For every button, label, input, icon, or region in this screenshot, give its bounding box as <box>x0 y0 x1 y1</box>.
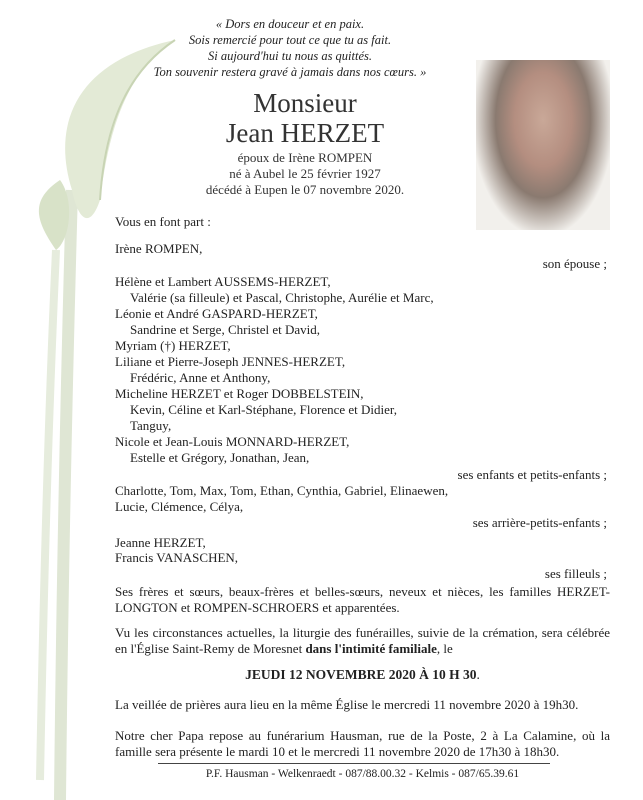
intro: Vous en font part : <box>115 214 211 229</box>
spouse-name: Irène ROMPEN, <box>115 241 203 256</box>
family-line: Lucie, Clémence, Célya, <box>115 499 244 514</box>
quote-line: Sois remercié pour tout ce que tu as fait. <box>188 33 392 47</box>
family-line: Valérie (sa filleule) et Pascal, Christophe, Aurélie et Marc, <box>130 290 434 305</box>
liturgy-paragraph <box>115 625 610 657</box>
birth-line: né à Aubel le 25 février 1927 <box>229 166 381 181</box>
quote-line: « Dors en douceur et en paix. <box>215 17 365 31</box>
vigil-paragraph: La veillée de prières aura lieu en la même Église le mercredi 11 novembre 2020 à 19h30. <box>115 697 579 712</box>
family-line: Francis VANASCHEN, <box>115 550 239 565</box>
family-line: Jeanne HERZET, <box>115 535 206 550</box>
liturgy-text: Vu les circonstances actuelles, la liturgie des funérailles, suivie de la crémation, sera célébrée en l'Église Saint-Remy de Moresnet <box>115 625 610 656</box>
quote-line: Si aujourd'hui tu nous as quittés. <box>207 49 373 63</box>
honorific: Monsieur <box>253 88 357 118</box>
family-line: Liliane et Pierre-Joseph JENNES-HERZET, <box>115 354 346 369</box>
siblings-paragraph: Ses frères et sœurs, beaux-frères et belles-sœurs, neveux et nièces, les familles HERZET-LONGTON et ROMPEN-SCHROERS et apparentées. <box>115 584 610 615</box>
family-line: Kevin, Céline et Karl-Stéphane, Florence et Didier, <box>130 402 397 417</box>
rest-paragraph: Notre cher Papa repose au funérarium Hausman, rue de la Poste, 2 à La Calamine, où la famille sera présente le mardi 10 et le mercredi 11 novembre 2020 de 17h30 à 18h30. <box>115 728 610 759</box>
funeral-date: JEUDI 12 NOVEMBRE 2020 À 10 H 30 <box>245 667 477 682</box>
liturgy-text-end: , le <box>436 641 453 656</box>
spouse-role: son épouse ; <box>542 256 607 271</box>
spouse-line: époux de Irène ROMPEN <box>237 150 373 165</box>
family-line: Myriam (†) HERZET, <box>115 338 231 353</box>
footer-divider <box>158 763 550 764</box>
portrait-photo <box>476 60 610 230</box>
memorial-quote <box>100 16 480 80</box>
family-line: Micheline HERZET et Roger DOBBELSTEIN, <box>115 386 364 401</box>
deceased-name: Jean HERZET <box>225 118 385 148</box>
family-line: Estelle et Grégory, Jonathan, Jean, <box>130 450 310 465</box>
quote-line: Ton souvenir restera gravé à jamais dans nos cœurs. » <box>153 65 427 79</box>
godchildren-role: ses filleuls ; <box>544 566 607 581</box>
family-line: Nicole et Jean-Louis MONNARD-HERZET, <box>115 434 350 449</box>
funeral-date-end: . <box>476 667 480 682</box>
family-line: Tanguy, <box>130 418 172 433</box>
family-line: Frédéric, Anne et Anthony, <box>130 370 271 385</box>
family-line: Hélène et Lambert AUSSEMS-HERZET, <box>115 274 331 289</box>
liturgy-emphasis: dans l'intimité familiale <box>305 641 437 656</box>
funeral-home-footer: P.F. Hausman - Welkenraedt - 087/88.00.32 - Kelmis - 087/65.39.61 <box>205 768 520 780</box>
family-line: Charlotte, Tom, Max, Tom, Ethan, Cynthia, Gabriel, Elinaewen, <box>115 483 449 498</box>
great-grandchildren-role: ses arrière-petits-enfants ; <box>472 515 607 530</box>
family-line: Sandrine et Serge, Christel et David, <box>130 322 321 337</box>
children-role: ses enfants et petits-enfants ; <box>457 467 607 482</box>
family-line: Léonie et André GASPARD-HERZET, <box>115 306 318 321</box>
death-line: décédé à Eupen le 07 novembre 2020. <box>205 182 405 197</box>
